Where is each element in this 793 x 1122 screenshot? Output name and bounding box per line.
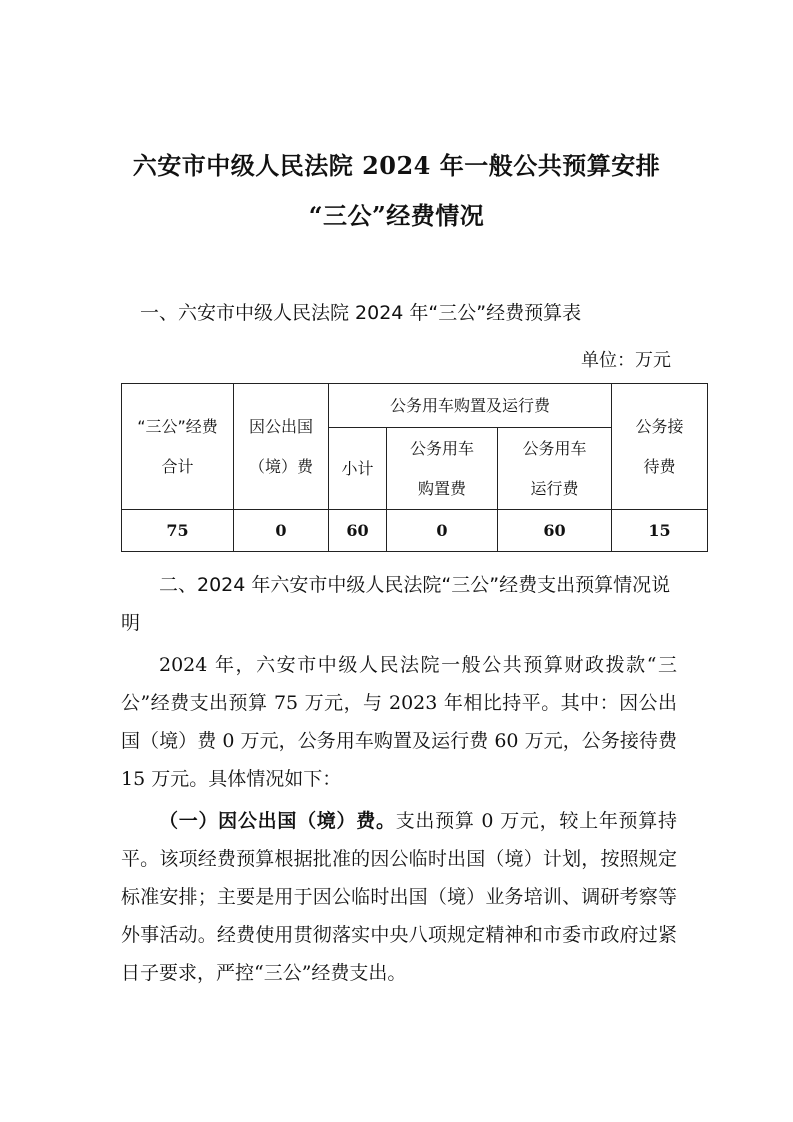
header-vehicle-operation: 公务用车运行费 [498,428,612,510]
value-vehicle-subtotal: 60 [329,510,387,552]
value-total: 75 [122,510,234,552]
paragraph-summary: 2024 年，六安市中级人民法院一般公共预算财政拨款“三公”经费支出预算 75 万元，与 2023 年相比持平。其中：因公出国（境）费 0 万元，公务用车购置及运行费 60 万元，公务接待费 15 万元。具体情况如下： [121,654,677,790]
unit-label: 单位：万元 [581,350,671,371]
section1-heading: 一、六安市中级人民法院 2024 年“三公”经费预算表 [140,302,582,324]
paragraph-abroad [121,802,677,992]
paragraph-abroad-body: 支出预算 0 万元，较上年预算持平。该项经费预算根据批准的因公临时出国（境）计划，按照规定标准安排；主要是用于因公临时出国（境）业务培训、调研考察等外事活动。经费使用贯彻落实中央八项规定精神和市委市政府过紧日子要求，严控“三公”经费支出。 [121,810,677,984]
header-total: “三公”经费合计 [122,384,234,510]
value-vehicle-operation: 60 [498,510,612,552]
header-abroad: 因公出国（境）费 [234,384,329,510]
paragraph-abroad-lead: （一）因公出国（境）费。 [159,810,396,832]
header-vehicle-group: 公务用车购置及运行费 [329,384,612,428]
value-vehicle-purchase: 0 [387,510,498,552]
header-reception: 公务接待费 [612,384,708,510]
section2-heading: 二、2024 年六安市中级人民法院“三公”经费支出预算情况说明 [121,574,671,634]
document-title-line2: “三公”经费情况 [308,201,485,230]
value-abroad: 0 [234,510,329,552]
value-reception: 15 [612,510,708,552]
header-vehicle-subtotal: 小计 [329,428,387,510]
document-title-line1: 六安市中级人民法院 2024 年一般公共预算安排 [132,151,661,180]
header-vehicle-purchase: 公务用车购置费 [387,428,498,510]
budget-table [121,383,708,552]
